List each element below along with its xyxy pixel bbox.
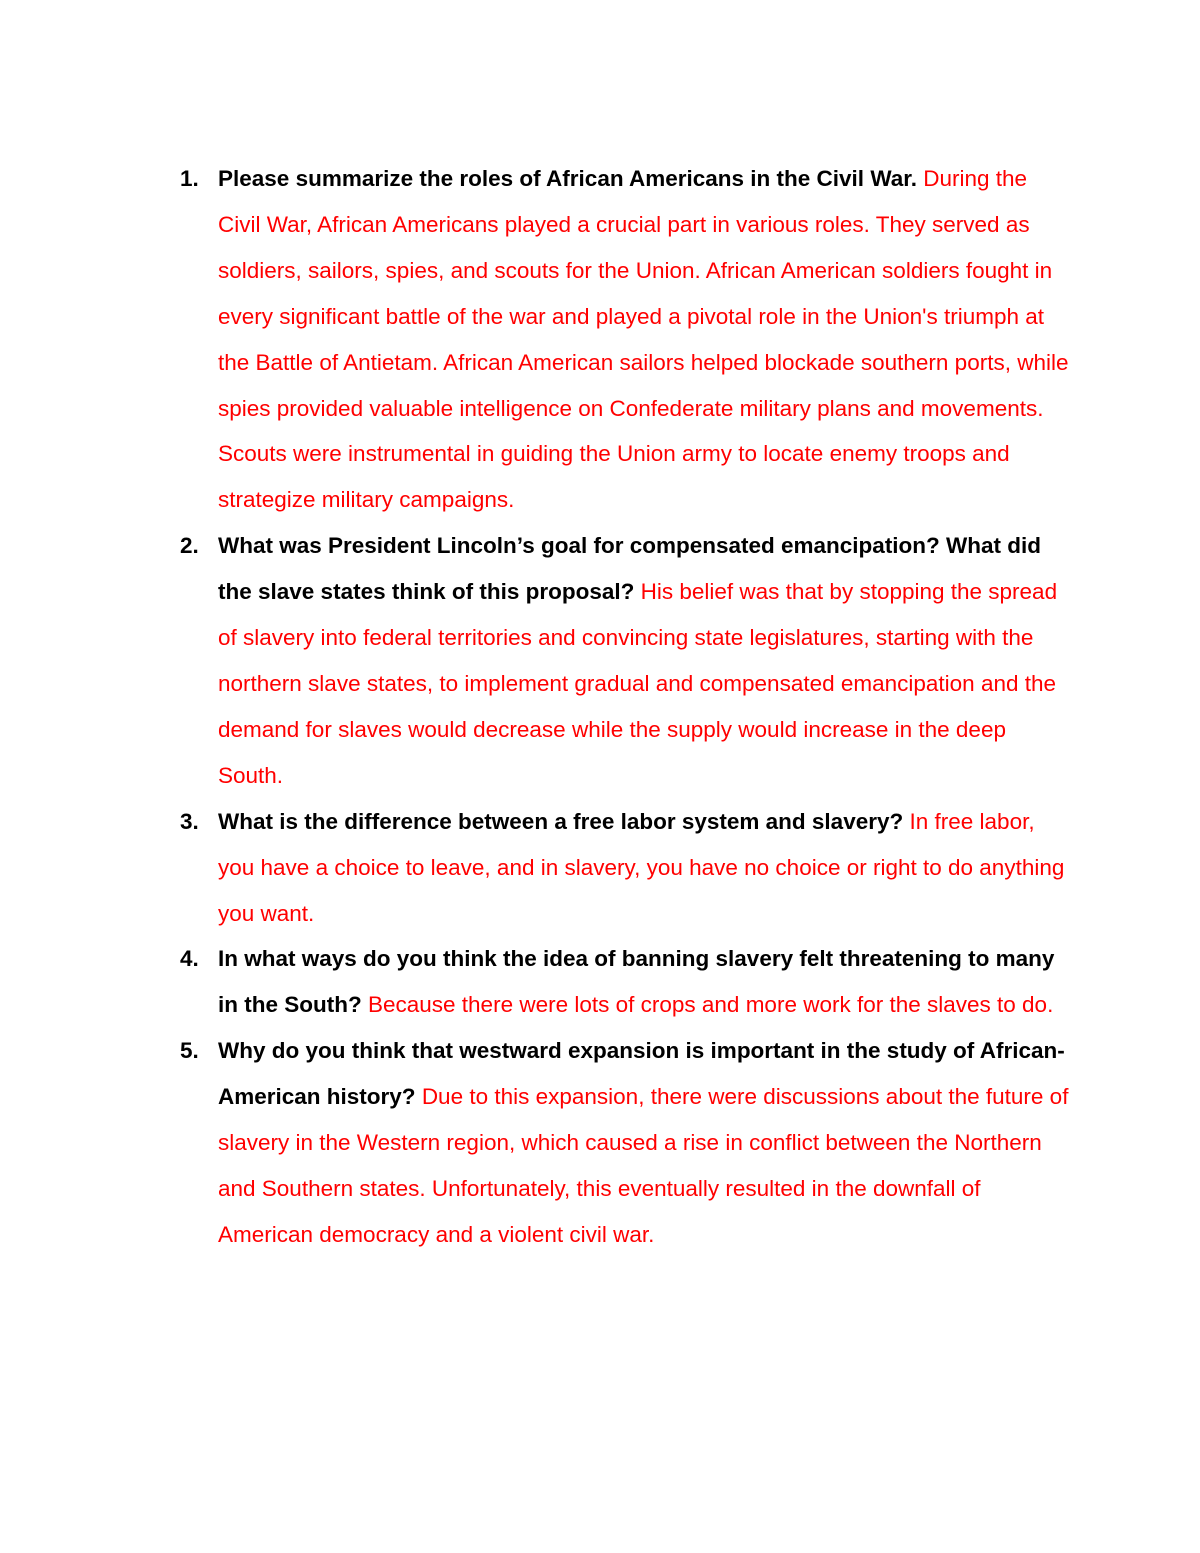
question-text: Why do you think that westward expansion is important in the study of African-American history? xyxy=(218,1038,1065,1110)
answer-text: Because there were lots of crops and more work for the slaves to do. xyxy=(367,992,1054,1018)
item-number: 4. xyxy=(180,946,199,972)
list-item xyxy=(180,523,1070,798)
question-text: What is the difference between a free labor system and slavery? xyxy=(218,808,910,834)
list-item xyxy=(180,156,1070,523)
item-number: 2. xyxy=(180,533,199,559)
question-answer-list xyxy=(180,156,1070,1258)
answer-text: In free labor, you have a choice to leave, and in slavery, you have no choice or right to do anything you want. xyxy=(218,808,1065,926)
list-item xyxy=(180,1028,1070,1258)
answer-text: Due to this expansion, there were discussions about the future of slavery in the Western region, which caused a rise in conflict between the Northern and Southern states. Unfortunately, this eventually resulted in the downfall of American democracy and a violent civil war. xyxy=(218,1084,1069,1247)
item-number: 5. xyxy=(180,1038,199,1064)
question-text: In what ways do you think the idea of banning slavery felt threatening to many in the South? xyxy=(218,946,1055,1018)
item-number: 1. xyxy=(180,166,199,191)
list-item xyxy=(180,799,1070,937)
answer-text: During the Civil War, African Americans played a crucial part in various roles. They served as soldiers, sailors, spies, and scouts for the Union. African American soldiers fought in every significant battle of the war and played a pivotal role in the Union's triumph at the Battle of Antietam. African American sailors helped blockade southern ports, while spies provided valuable intelligence on Confederate military plans and movements. Scouts were instrumental in guiding the Union army to locate enemy troops and strategize military campaigns. xyxy=(218,166,1069,513)
question-text: What was President Lincoln’s goal for compensated emancipation? What did the slave states think of this proposal? xyxy=(218,533,1042,605)
list-item xyxy=(180,936,1070,1028)
answer-text: His belief was that by stopping the spread of slavery into federal territories and convincing state legislatures, starting with the northern slave states, to implement gradual and compensated emancipation and the demand for slaves would decrease while the supply would increase in the deep South. xyxy=(218,579,1058,788)
question-text: Please summarize the roles of African Americans in the Civil War. xyxy=(218,166,924,191)
item-number: 3. xyxy=(180,808,199,834)
